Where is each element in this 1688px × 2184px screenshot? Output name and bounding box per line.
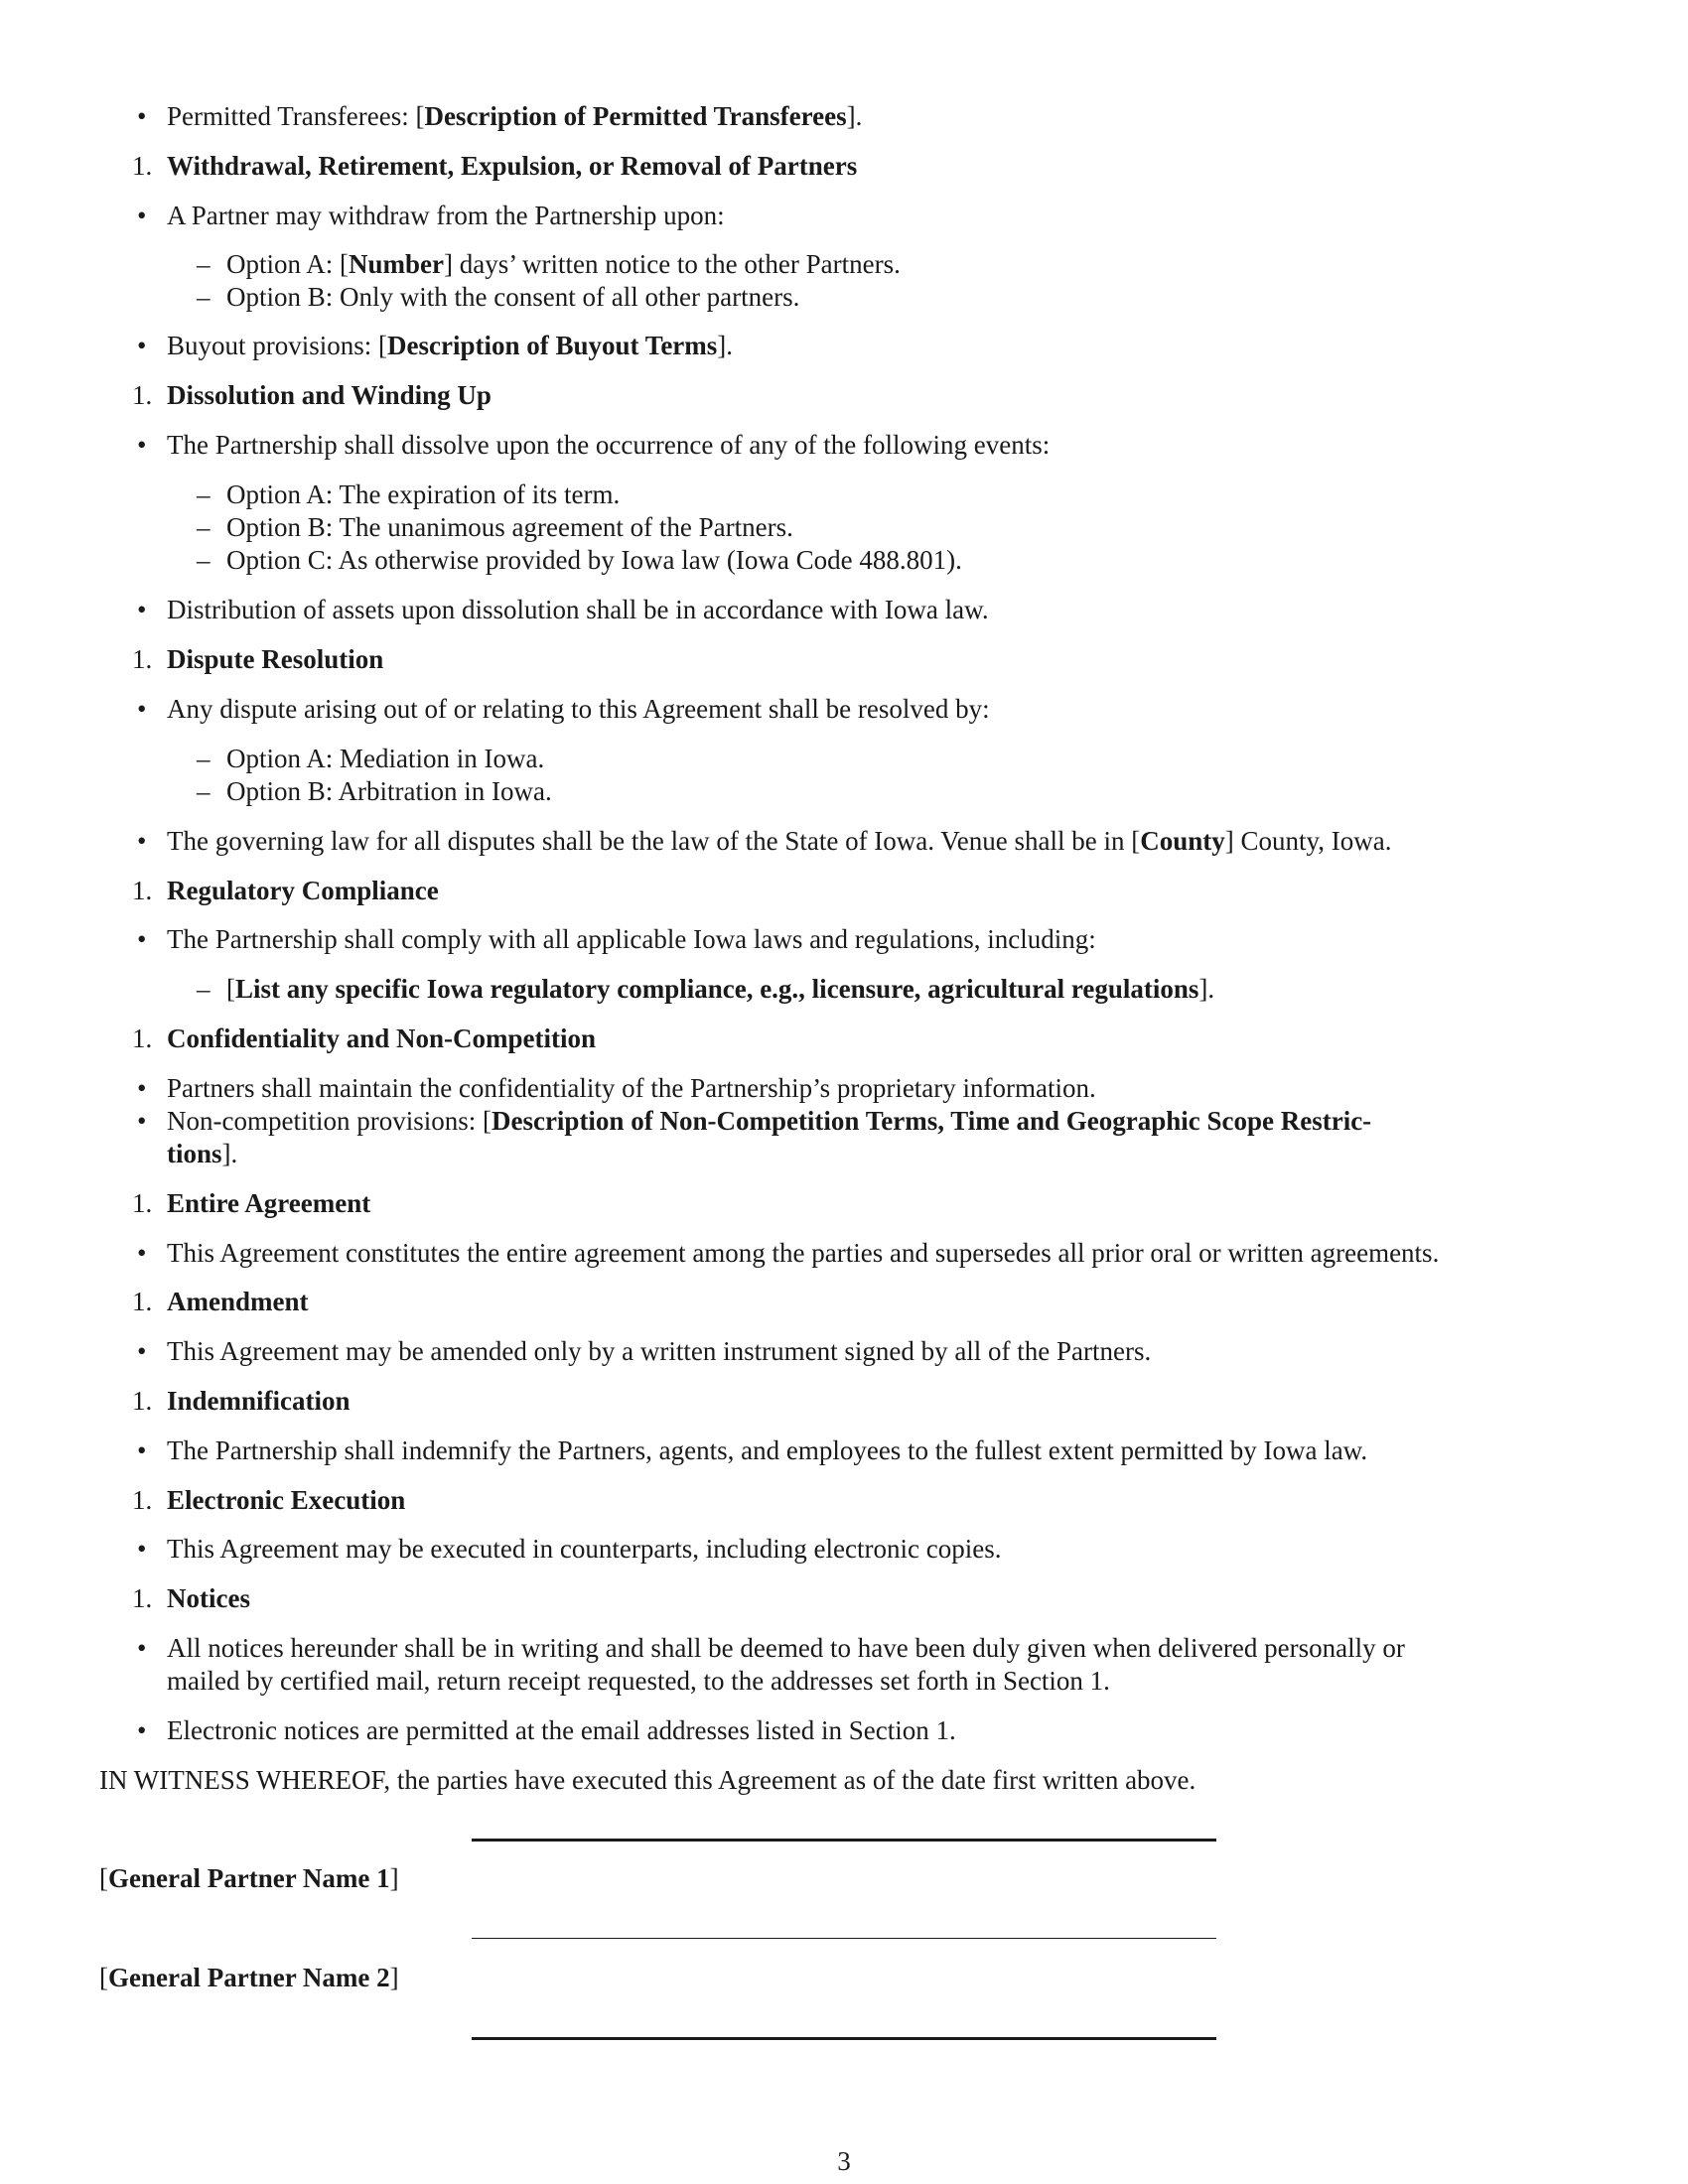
- bullet-marker: •: [137, 1715, 147, 1745]
- bullet-marker: •: [137, 924, 147, 954]
- amendment-heading: Amendment: [167, 1287, 309, 1316]
- signature-line: [472, 2037, 1216, 2040]
- electronic-execution-heading: Electronic Execution: [167, 1485, 406, 1515]
- dash-marker: –: [197, 512, 211, 542]
- section-number: 1.: [132, 1024, 153, 1053]
- amendment-text: This Agreement may be amended only by a written instrument signed by all of the Partners.: [167, 1336, 1152, 1366]
- dash-marker: –: [197, 479, 211, 509]
- dispute-intro: Any dispute arising out of or relating to this Agreement shall be resolved by:: [167, 694, 990, 724]
- withdrawal-option-b: Option B: Only with the consent of all other partners.: [226, 282, 800, 312]
- bullet-marker: •: [137, 430, 147, 460]
- bullet-marker: •: [137, 1336, 147, 1366]
- section-number: 1.: [132, 1386, 153, 1416]
- dispute-option-a: Option A: Mediation in Iowa.: [226, 744, 545, 773]
- dissolution-option-a: Option A: The expiration of its term.: [226, 479, 621, 509]
- permitted-transferees-item: Permitted Transferees: [Description of Permitted Transferees].: [167, 101, 863, 131]
- dissolution-option-b: Option B: The unanimous agreement of the Partners.: [226, 512, 793, 542]
- indemnification-text: The Partnership shall indemnify the Partners, agents, and employees to the fullest extent permitted by Iowa law.: [167, 1435, 1368, 1465]
- entire-agreement-heading: Entire Agreement: [167, 1188, 371, 1218]
- section-number: 1.: [132, 1287, 153, 1316]
- bullet-marker: •: [137, 1106, 147, 1136]
- signature-line: [472, 1839, 1216, 1842]
- section-number: 1.: [132, 876, 153, 905]
- bullet-marker: •: [137, 595, 147, 624]
- indemnification-heading: Indemnification: [167, 1386, 351, 1416]
- section-number: 1.: [132, 1485, 153, 1515]
- dash-marker: –: [197, 545, 211, 575]
- dispute-heading: Dispute Resolution: [167, 644, 384, 674]
- notices-text-line-2: mailed by certified mail, return receipt requested, to the addresses set forth in Section 1.: [167, 1666, 1110, 1696]
- dispute-option-b: Option B: Arbitration in Iowa.: [226, 776, 552, 806]
- entire-agreement-text: This Agreement constitutes the entire agreement among the parties and supersedes all prior oral or written agreements.: [167, 1238, 1440, 1268]
- withdrawal-heading: Withdrawal, Retirement, Expulsion, or Removal of Partners: [167, 151, 858, 181]
- signature-name-2: [General Partner Name 2]: [99, 1963, 399, 1992]
- bullet-marker: •: [137, 1435, 147, 1465]
- dissolution-option-c: Option C: As otherwise provided by Iowa law (Iowa Code 488.801).: [226, 545, 962, 575]
- dash-marker: –: [197, 776, 211, 806]
- dash-marker: –: [197, 974, 211, 1004]
- noncompetition-line-1: Non-competition provisions: [Description of Non-Competition Terms, Time and Geographic Scope Restric-: [167, 1106, 1372, 1136]
- bullet-marker: •: [137, 101, 147, 131]
- regulatory-heading: Regulatory Compliance: [167, 876, 439, 905]
- section-number: 1.: [132, 1188, 153, 1218]
- dash-marker: –: [197, 282, 211, 312]
- confidentiality-heading: Confidentiality and Non-Competition: [167, 1024, 597, 1053]
- withdrawal-option-a: Option A: [Number] days’ written notice to the other Partners.: [226, 249, 901, 279]
- dash-marker: –: [197, 249, 211, 279]
- bullet-marker: •: [137, 1073, 147, 1103]
- bullet-marker: •: [137, 694, 147, 724]
- notices-text-line-1: All notices hereunder shall be in writing and shall be deemed to have been duly given when delivered personally or: [167, 1633, 1405, 1663]
- noncompetition-line-2: tions].: [167, 1139, 238, 1168]
- bullet-marker: •: [137, 1633, 147, 1663]
- witness-clause: IN WITNESS WHEREOF, the parties have executed this Agreement as of the date first written above.: [99, 1765, 1196, 1795]
- dissolution-heading: Dissolution and Winding Up: [167, 380, 492, 410]
- bullet-marker: •: [137, 201, 147, 230]
- section-number: 1.: [132, 1583, 153, 1613]
- electronic-execution-text: This Agreement may be executed in counterparts, including electronic copies.: [167, 1534, 1002, 1564]
- section-number: 1.: [132, 151, 153, 181]
- signature-line: [472, 1938, 1216, 1939]
- section-number: 1.: [132, 380, 153, 410]
- regulatory-item: [List any specific Iowa regulatory compliance, e.g., licensure, agricultural regulations].: [226, 974, 1215, 1004]
- notices-electronic: Electronic notices are permitted at the email addresses listed in Section 1.: [167, 1715, 956, 1745]
- dash-marker: –: [197, 744, 211, 773]
- confidentiality-maintain: Partners shall maintain the confidentiality of the Partnership’s proprietary information.: [167, 1073, 1096, 1103]
- bullet-marker: •: [137, 1238, 147, 1268]
- regulatory-intro: The Partnership shall comply with all applicable Iowa laws and regulations, including:: [167, 924, 1096, 954]
- dissolution-distribution: Distribution of assets upon dissolution shall be in accordance with Iowa law.: [167, 595, 989, 624]
- signature-name-1: [General Partner Name 1]: [99, 1863, 399, 1893]
- bullet-marker: •: [137, 331, 147, 360]
- section-number: 1.: [132, 644, 153, 674]
- dispute-governing-law: The governing law for all disputes shall be the law of the State of Iowa. Venue shall be in [County] County, Iowa.: [167, 826, 1392, 856]
- bullet-marker: •: [137, 826, 147, 856]
- notices-heading: Notices: [167, 1583, 250, 1613]
- withdrawal-intro: A Partner may withdraw from the Partnership upon:: [167, 201, 725, 230]
- page-number: 3: [837, 2146, 851, 2176]
- buyout-provisions: Buyout provisions: [Description of Buyout Terms].: [167, 331, 734, 360]
- bullet-marker: •: [137, 1534, 147, 1564]
- dissolution-intro: The Partnership shall dissolve upon the occurrence of any of the following events:: [167, 430, 1051, 460]
